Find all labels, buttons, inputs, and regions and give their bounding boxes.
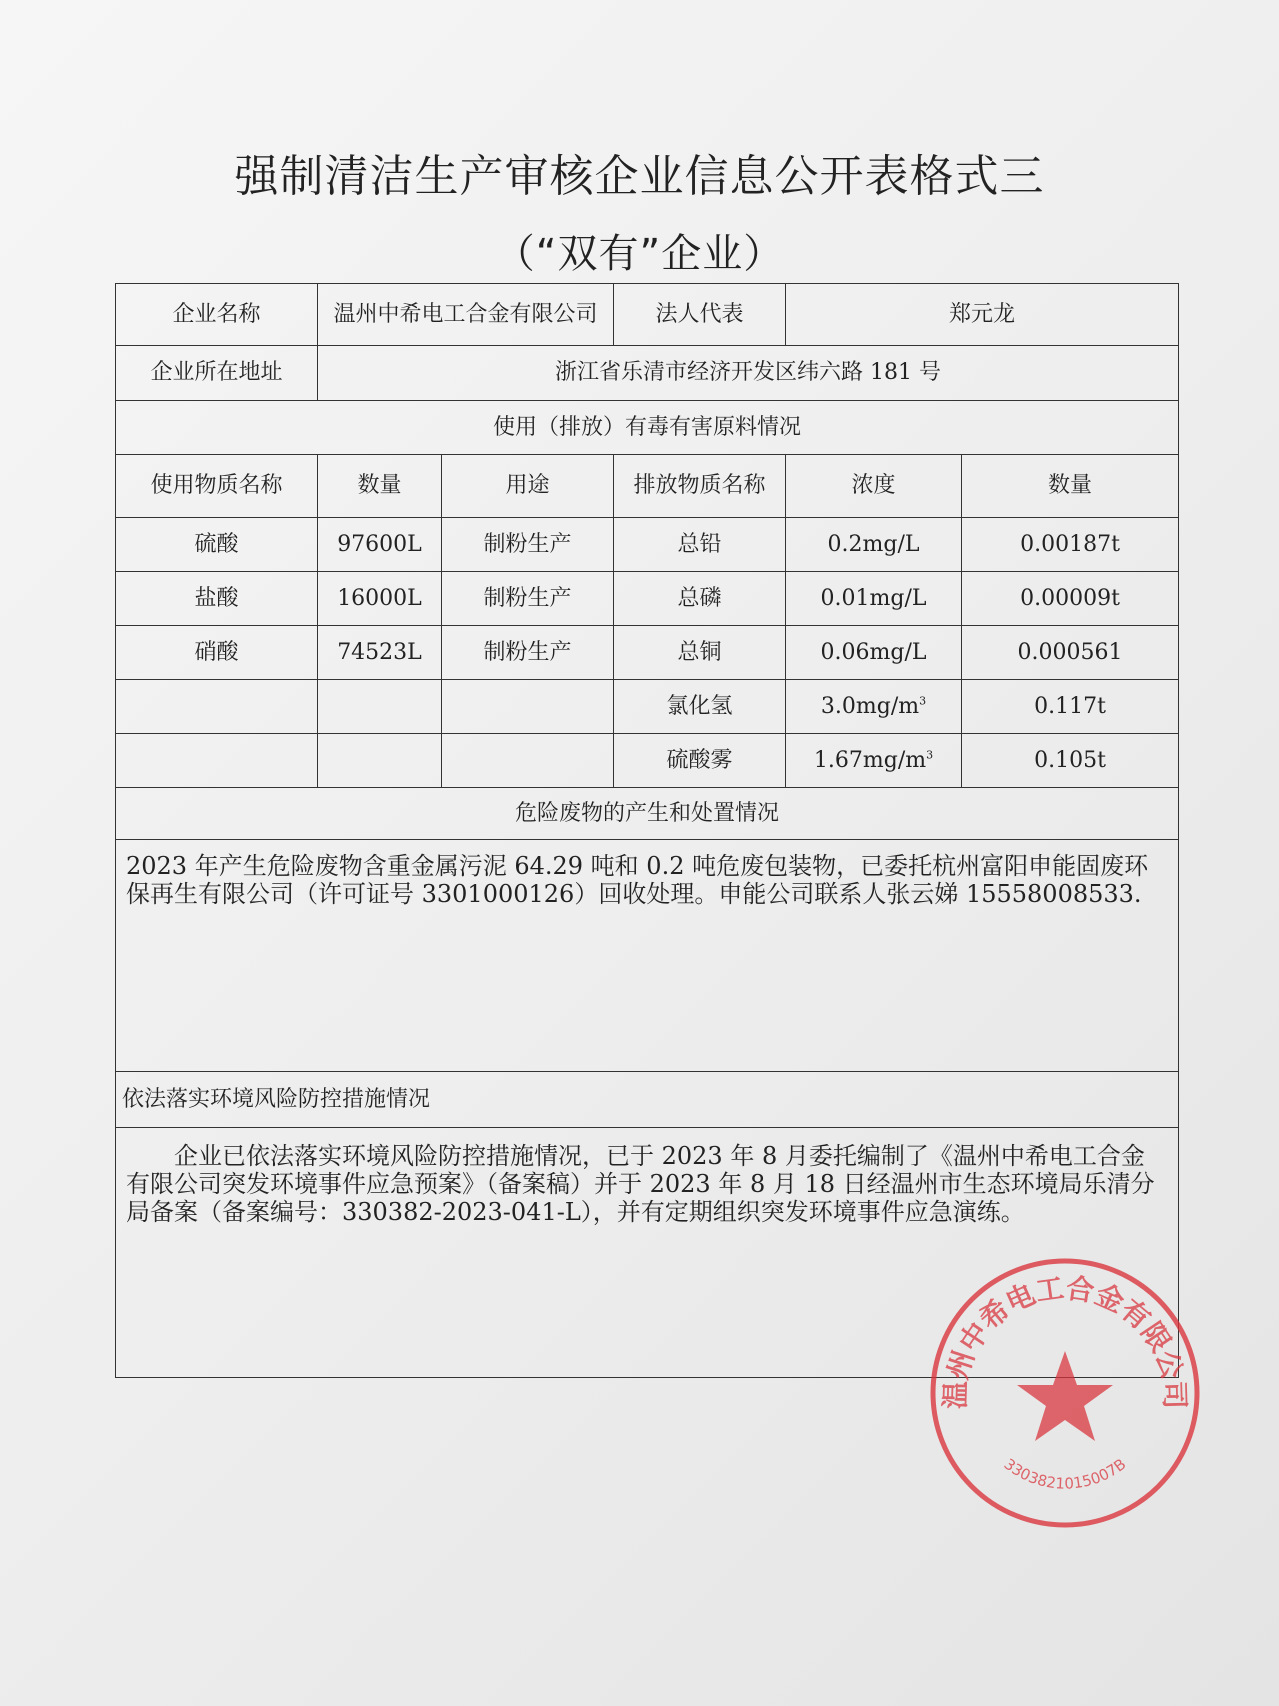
toxic-heading-row: [116, 401, 1179, 455]
cell-use: 制粉生产: [442, 626, 614, 680]
concentration-exponent: 3: [919, 694, 927, 708]
cell-use: [442, 734, 614, 788]
company-name-row: [116, 284, 1179, 346]
concentration-value: 3.0mg/m: [820, 693, 920, 719]
cell-concentration: [786, 626, 962, 680]
header-quantity: 数量: [962, 455, 1179, 518]
risk-section-text: 企业已依法落实环境风险防控措施情况，已于 2023 年 8 月委托编制了《温州中希电工合金有限公司突发环境事件应急预案》（备案稿）并于 2023 年 8 月 18 日经温州市生态环境局乐清分局备案（备案编号：330382-2023-041-L），并有定期组织突发环境事件应急演练。: [116, 1128, 1179, 1378]
cell-amount: [318, 680, 442, 734]
header-amount: 数量: [318, 455, 442, 518]
cell-quantity: 0.000561: [962, 626, 1179, 680]
concentration-exponent: 3: [926, 748, 934, 762]
cell-concentration: [786, 734, 962, 788]
risk-heading-row: [116, 1072, 1179, 1128]
cell-emission: 总铅: [614, 518, 786, 572]
cell-material: [116, 680, 318, 734]
cell-emission: 总铜: [614, 626, 786, 680]
info-table: [115, 283, 1179, 1378]
cell-use: 制粉生产: [442, 572, 614, 626]
cell-concentration: [786, 572, 962, 626]
legal-rep-label: 法人代表: [614, 284, 786, 346]
legal-rep-value: 郑元龙: [786, 284, 1179, 346]
cell-concentration: [786, 680, 962, 734]
hazardous-section-text: 2023 年产生危险废物含重金属污泥 64.29 吨和 0.2 吨危废包装物，已委托杭州富阳申能固废环保再生有限公司（许可证号 3301000126）回收处理。申能公司联系人张云娣 15558008533.: [116, 840, 1179, 1072]
hazardous-section-heading: 危险废物的产生和处置情况: [116, 788, 1179, 840]
risk-section-heading: 依法落实环境风险防控措施情况: [116, 1072, 1179, 1128]
cell-material: 硫酸: [116, 518, 318, 572]
cell-concentration: [786, 518, 962, 572]
table-row: [116, 680, 1179, 734]
table-row: [116, 626, 1179, 680]
document-subtitle: （“双有”企业）: [494, 231, 785, 277]
cell-use: 制粉生产: [442, 518, 614, 572]
cell-amount: 74523L: [318, 626, 442, 680]
cell-amount: [318, 734, 442, 788]
cell-quantity: 0.00009t: [962, 572, 1179, 626]
hazardous-heading-row: [116, 788, 1179, 840]
cell-amount: 97600L: [318, 518, 442, 572]
cell-quantity: 0.00187t: [962, 518, 1179, 572]
cell-emission: 氯化氢: [614, 680, 786, 734]
table-row: [116, 518, 1179, 572]
concentration-value: 0.2mg/L: [827, 531, 920, 557]
header-emission: 排放物质名称: [614, 455, 786, 518]
address-row: [116, 346, 1179, 401]
cell-quantity: 0.117t: [962, 680, 1179, 734]
header-use: 用途: [442, 455, 614, 518]
table-row: [116, 734, 1179, 788]
cell-emission: 硫酸雾: [614, 734, 786, 788]
address-value: 浙江省乐清市经济开发区纬六路 181 号: [318, 346, 1179, 401]
table-row: [116, 572, 1179, 626]
document-title: 强制清洁生产审核企业信息公开表格式三: [234, 151, 1045, 202]
address-label: 企业所在地址: [116, 346, 318, 401]
cell-use: [442, 680, 614, 734]
risk-body-row: [116, 1128, 1179, 1378]
seal-company-name: 温州中希电工合金有限公司: [938, 1271, 1192, 1410]
company-name-value: 温州中希电工合金有限公司: [318, 284, 614, 346]
cell-quantity: 0.105t: [962, 734, 1179, 788]
company-name-label: 企业名称: [116, 284, 318, 346]
cell-material: [116, 734, 318, 788]
cell-emission: 总磷: [614, 572, 786, 626]
cell-amount: 16000L: [318, 572, 442, 626]
header-concentration: 浓度: [786, 455, 962, 518]
toxic-section-heading: 使用（排放）有毒有害原料情况: [116, 401, 1179, 455]
concentration-value: 0.01mg/L: [820, 585, 927, 611]
cell-material: 盐酸: [116, 572, 318, 626]
hazardous-body-row: [116, 840, 1179, 1072]
seal-code: 3303821015007B: [1000, 1454, 1130, 1493]
toxic-header-row: [116, 455, 1179, 518]
header-material: 使用物质名称: [116, 455, 318, 518]
concentration-value: 1.67mg/m: [813, 747, 927, 773]
cell-material: 硝酸: [116, 626, 318, 680]
concentration-value: 0.06mg/L: [820, 639, 927, 665]
